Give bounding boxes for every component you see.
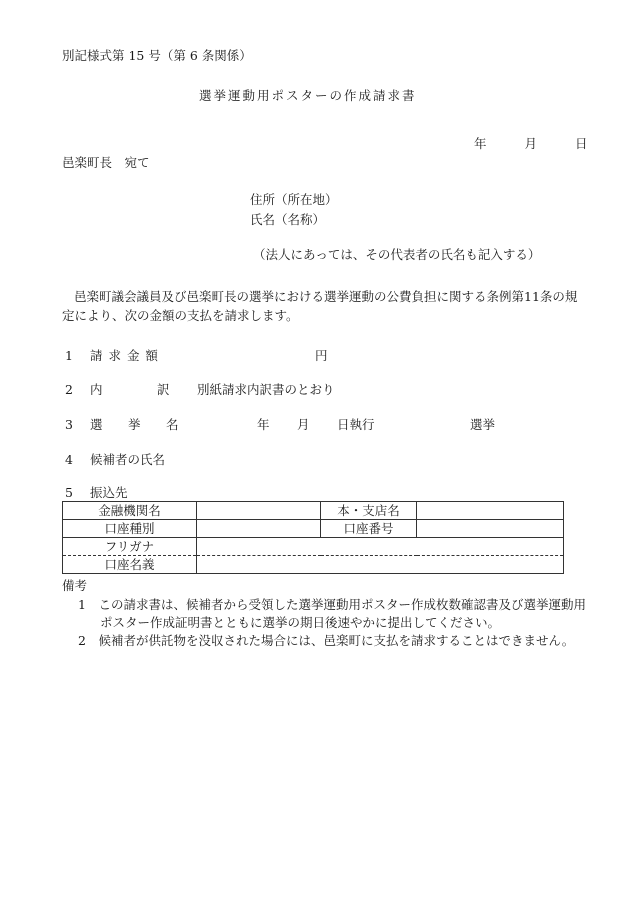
item-1-number: 1 [65,348,73,363]
date-line [474,136,587,152]
account-holder-field[interactable] [197,556,564,574]
name-label: 氏名（名称） [250,212,326,227]
date-month: 月 [524,136,537,151]
item-3-label-b: 挙 [128,417,141,432]
table-row [63,520,564,538]
table-row [63,556,564,574]
item-3-month: 月 [297,417,310,432]
item-4-label: 候補者の氏名 [90,452,166,467]
branch-name-field[interactable] [417,502,564,520]
item-2-value: 別紙請求内訳書のとおり [197,382,335,397]
item-2-label-b: 訳 [157,382,170,397]
furigana-label: フリガナ [63,538,197,556]
item-4-number: 4 [65,452,73,467]
account-type-field[interactable] [197,520,321,538]
notes-title: 備考 [62,578,88,593]
item-2-label-a: 内 [90,382,103,397]
item-1-label: 請 求 金 額 [90,348,159,363]
item-5-number: 5 [65,485,73,500]
furigana-field[interactable] [197,538,564,556]
account-number-field[interactable] [417,520,564,538]
representative-note: （法人にあっては、その代表者の氏名も記入する） [253,247,541,262]
document-title: 選挙運動用ポスターの作成請求書 [199,88,417,103]
address-label: 住所（所在地） [250,192,338,207]
item-3-label-a: 選 [90,417,103,432]
item-1-unit: 円 [315,348,328,363]
item-3-number: 3 [65,417,73,432]
note-1: 1 この請求書は、候補者から受領した選挙運動用ポスター作成枚数確認書及び選挙運動用ポスター作成証明書とともに選挙の期日後速やかに提出してください。 [78,597,586,630]
table-row [63,538,564,556]
bank-transfer-table [62,501,564,574]
account-holder-label: 口座名義 [63,556,197,574]
form-number: 別記様式第 15 号（第 6 条関係） [62,48,252,63]
item-5-label: 振込先 [90,485,128,500]
account-number-label: 口座番号 [321,520,417,538]
body-paragraph: 邑楽町議会議員及び邑楽町長の選挙における選挙運動の公費負担に関する条例第11条の規定により、次の金額の支払を請求します。 [62,289,578,323]
date-day: 日 [574,136,588,151]
bank-name-field[interactable] [197,502,321,520]
item-3-day-exec: 日執行 [337,417,375,432]
item-2-number: 2 [65,382,73,397]
account-type-label: 口座種別 [63,520,197,538]
item-3-year: 年 [257,417,270,432]
addressee: 邑楽町長 宛て [62,155,150,170]
branch-name-label: 本・支店名 [321,502,417,520]
item-3-election: 選挙 [470,417,496,432]
bank-name-label: 金融機関名 [63,502,197,520]
item-3-label-c: 名 [166,417,179,432]
date-year: 年 [474,136,487,151]
note-2: 2 候補者が供託物を没収された場合には、邑楽町に支払を請求することはできません。 [78,633,575,648]
table-row [63,502,564,520]
